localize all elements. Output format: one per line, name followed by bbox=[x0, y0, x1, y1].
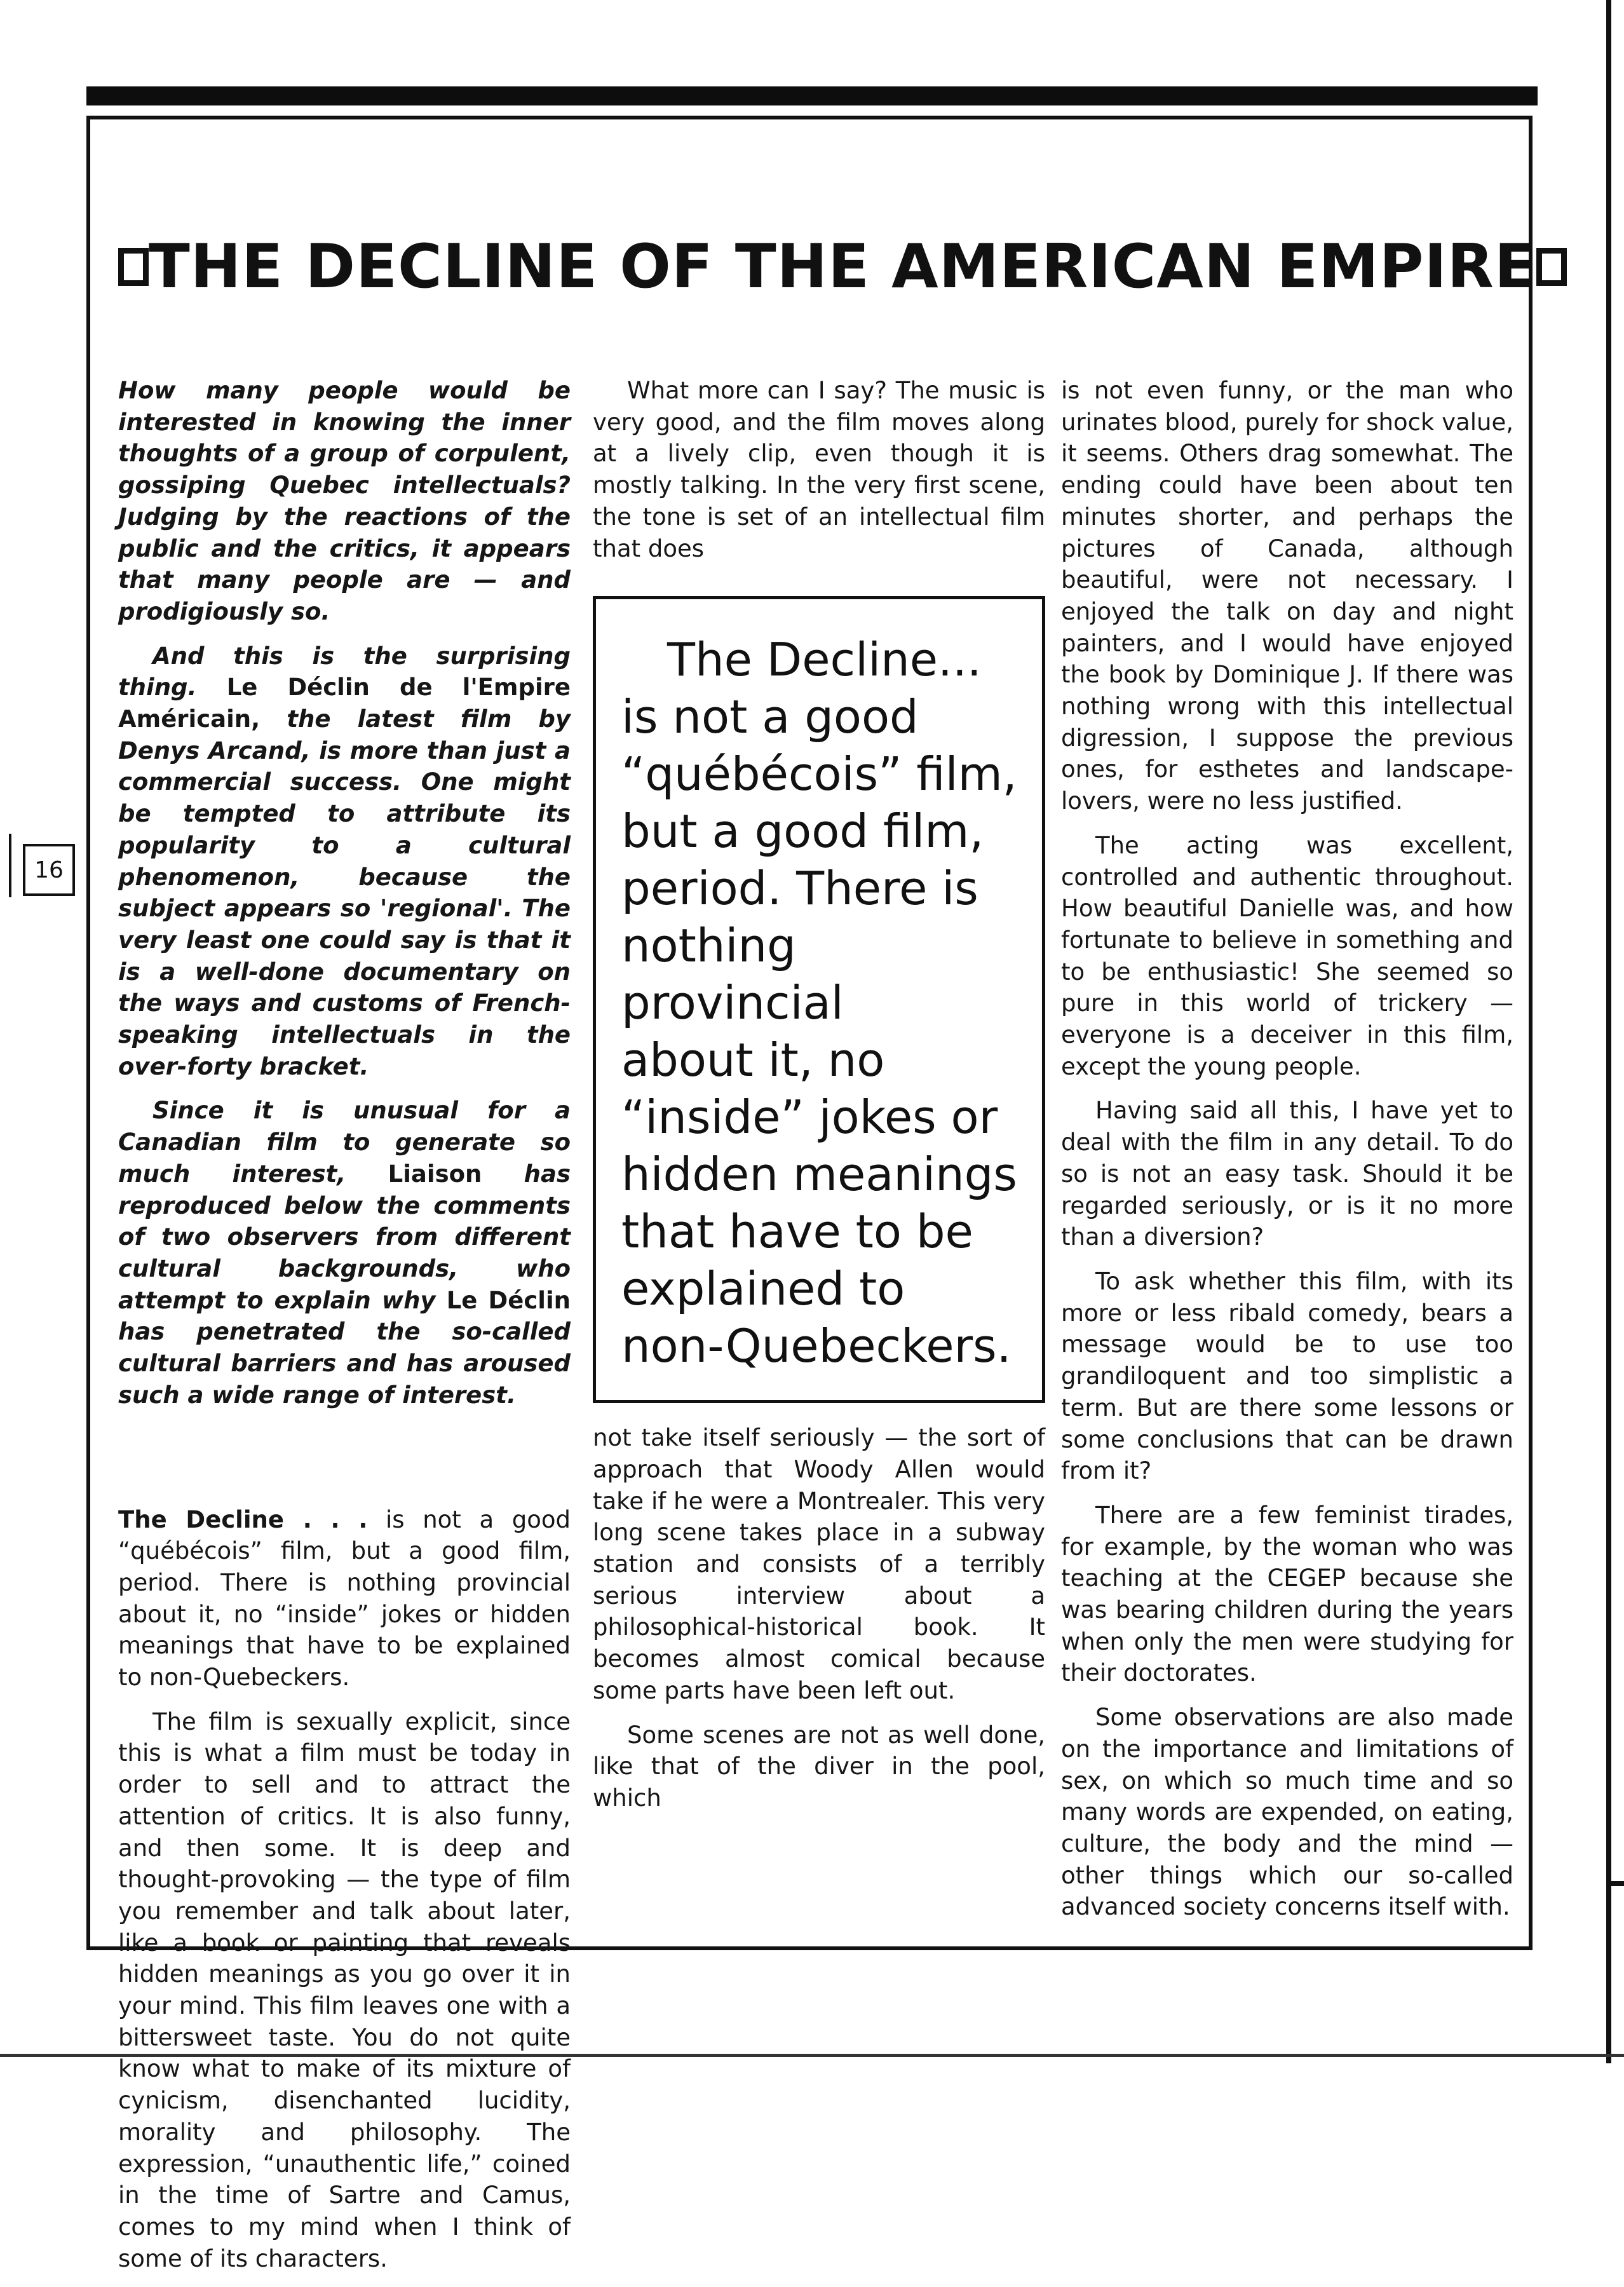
article-paragraph-9: Some observations are also made on the importance and limitations of sex, on which so much time and so many words are expended, on eating, culture, the body and the mind — other things which our so-called advanced society concerns itself with. bbox=[1061, 1704, 1513, 1921]
article-paragraph-3-bottom: not take itself seriously — the sort of approach that Woody Allen would take if he were a Montrealer. This very long scene takes place in a subway station and consists of a terribly serious interview about a philosophical-historical book. It becomes almost comical because some parts have been left out. bbox=[593, 1424, 1045, 1704]
article-paragraph-6: Having said all this, I have yet to deal with the film in any detail. To do so is not an easy task. Should it be regarded seriously, or is it no more than a diversion? bbox=[1061, 1097, 1513, 1251]
article-paragraph-8: There are a few feminist tirades, for example, by the woman who was teaching at the CEGEP because she was bearing children during the years when only the men were studying for their doctorates. bbox=[1061, 1501, 1513, 1687]
article-paragraph-4-end: is not even funny, or the man who urinates blood, purely for shock value, it seems. Others drag somewhat. The ending could have been about ten minutes shorter, and perhaps the pictures of Canada, although beautiful, were not necessary. I enjoyed the talk on day and night painters, and I would have enjoyed the book by Dominique J. If there was nothing wrong with this intellectual digression, I suppose the previous ones, for esthetes and landscape-lovers, were no less justified. bbox=[1061, 377, 1513, 815]
column-3 bbox=[1061, 375, 1513, 1936]
pull-quote-line: hidden meanings bbox=[621, 1148, 1017, 1202]
top-rule bbox=[86, 86, 1538, 105]
pull-quote-line: that have to be bbox=[621, 1205, 973, 1259]
article-paragraph-7: To ask whether this film, with its more or less ribald comedy, bears a message would be to use too grandiloquent and too simplistic a term. But are there some lessons or some conclusions that can be drawn from it? bbox=[1061, 1267, 1513, 1485]
pull-quote bbox=[593, 596, 1045, 1403]
intro-paragraph-3: Since it is unusual for a Canadian film to generate so much interest, Liaison has reproduced below the comments of two observers from different cultural backgrounds, who attempt to explain why Le Déclin has penetrated the so-called cultural barriers and has aroused such a wide range of interest. bbox=[118, 1097, 571, 1409]
right-edge-rule bbox=[1606, 0, 1611, 2063]
intro-paragraph-2: And this is the surprising thing. Le Déclin de l'Empire Américain, the latest film by Denys Arcand, is more than just a commercial success. One might be tempted to attribute its popularity to a cultural phenomenon, because the subject appears so 'regional'. The very least one could say is that it is a well-done documentary on the ways and customs of French-speaking intellectuals in the over-forty bracket. bbox=[118, 642, 571, 1080]
page-margin-bracket bbox=[1, 834, 11, 897]
article-paragraph-3-top: What more can I say? The music is very good, and the film moves along at a lively clip, even though it is mostly talking. In the very first scene, the tone is set of an intellectual film that does bbox=[593, 377, 1045, 562]
intro-section bbox=[118, 375, 571, 1411]
right-edge-tick bbox=[1610, 1881, 1624, 1886]
pull-quote-line: nothing provincial bbox=[621, 919, 844, 1030]
pull-quote-line: about it, no bbox=[621, 1033, 885, 1087]
column-2 bbox=[593, 375, 1045, 1827]
pull-quote-line: non-Quebeckers. bbox=[621, 1319, 1012, 1373]
pull-quote-line: period. There is bbox=[621, 862, 978, 916]
headline bbox=[118, 232, 1536, 302]
pull-quote-line: explained to bbox=[621, 1262, 905, 1316]
headline-text: THE DECLINE OF THE AMERICAN EMPIRE bbox=[149, 232, 1536, 302]
pull-quote-line: but a good film, bbox=[621, 804, 984, 858]
page-number: 16 bbox=[23, 844, 75, 896]
article-paragraph-2: The film is sexually explicit, since this is what a film must be today in order to sell and to attract the attention of critics. It is also funny, and then some. It is deep and thought-provoking — the type of film you remember and talk about later, like a book or painting that reveals hidden meanings as you go over it in your mind. This film leaves one with a bittersweet taste. You do not quite know what to make of its mixture of cynicism, disenchanted lucidity, morality and philosophy. The expression, “unauthentic life,” coined in the time of Sartre and Camus, comes to my mind when I think of some of its characters. bbox=[118, 1707, 571, 2272]
pull-quote-line: The Decline... bbox=[667, 633, 982, 687]
pull-quote-line: is not a good bbox=[621, 690, 919, 744]
intro-paragraph-1: How many people would be interested in knowing the inner thoughts of a group of corpulent, gossiping Quebec intellectuals? Judging by the reactions of the public and the critics, it appears that many people are — and prodigiously so. bbox=[118, 377, 571, 625]
title-box-right-icon bbox=[1536, 248, 1567, 286]
column-1 bbox=[118, 375, 571, 2287]
article-paragraph-4-start: Some scenes are not as well done, like that of the diver in the pool, which bbox=[593, 1721, 1045, 1812]
title-box-left-icon bbox=[118, 248, 149, 286]
pull-quote-line: “inside” jokes or bbox=[621, 1090, 998, 1144]
article-paragraph-5: The acting was excellent, controlled and authentic throughout. How beautiful Danielle was, and how fortunate to believe in something and to be enthusiastic! She seemed so pure in this world of trickery — everyone is a deceiver in this film, except the young people. bbox=[1061, 831, 1513, 1080]
pull-quote-line: “québécois” film, bbox=[621, 747, 1017, 801]
article-paragraph-1: The Decline . . . is not a good “québécois” film, but a good film, period. There is nothing provincial about it, no “inside” jokes or hidden meanings that have to be explained to non-Quebeckers. bbox=[118, 1505, 571, 1692]
